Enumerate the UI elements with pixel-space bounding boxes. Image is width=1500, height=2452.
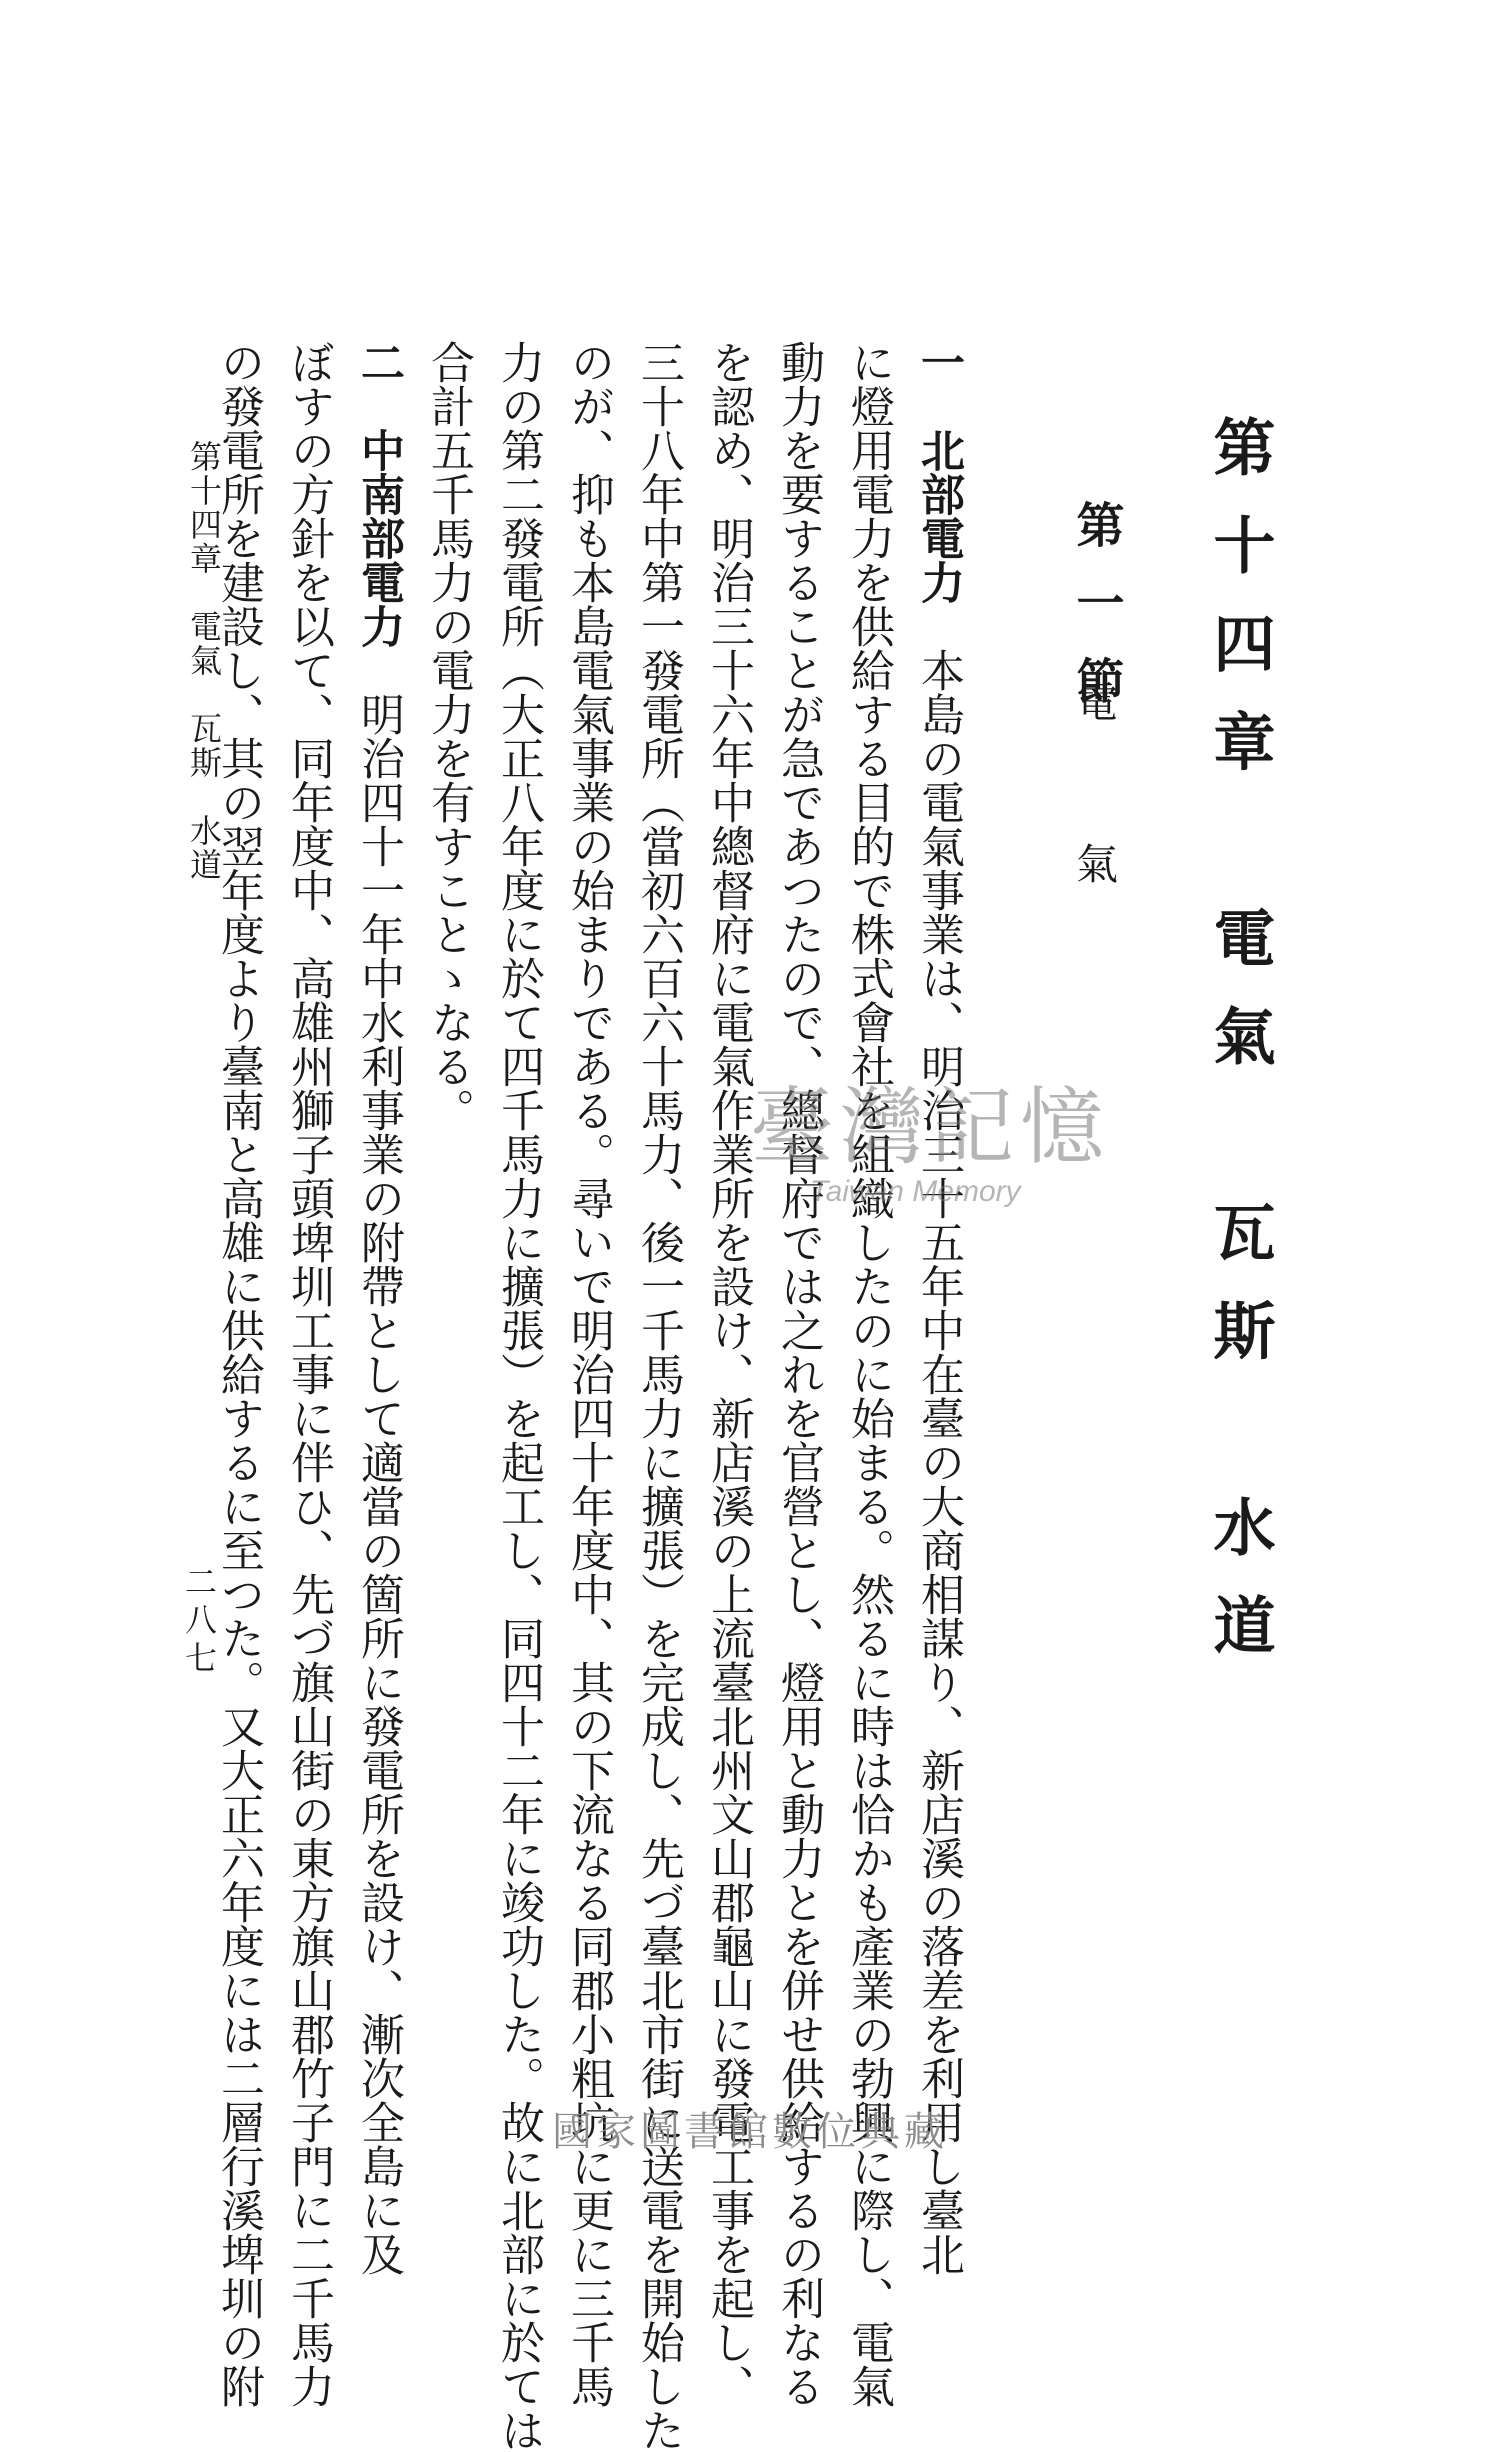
body-line-7: 力の第二發電所（大正八年度に於て四千馬力に擴張）を起工し、同四十二年に竣功した。故に北部に於ては — [493, 340, 544, 2452]
body-line-4: を認め、明治三十六年中總督府に電氣作業所を設け、新店溪の上流臺北州文山郡龜山に發電工事を起し、 — [703, 340, 754, 2408]
watermark-text: 臺灣記憶 — [750, 1078, 1111, 1176]
body-line-3: 動力を要することが急であつたので、總督府では之れを官營とし、燈用と動力とを併せ供給するの利なる — [773, 340, 824, 2408]
section-heading: 第一節 — [1068, 500, 1124, 734]
body-line-10: ぼすの方針を以て、同年度中、高雄州獅子頭埤圳工事に伴ひ、先づ旗山街の東方旗山郡竹子門に二千馬力 — [283, 340, 334, 2408]
body-line-6: のが、抑も本島電氣事業の始まりである。尋いで明治四十年度中、其の下流なる同郡小粗坑に更に三千馬 — [563, 340, 614, 2408]
chapter-title: 第十四章 電氣 瓦斯 水道 — [1203, 415, 1276, 1655]
running-footer-chapter: 第十四章 電氣 瓦斯 水道 — [185, 440, 223, 882]
watermark-subtext: Taiwan Memory — [810, 1175, 1021, 1208]
library-footer: 國家圖書館數位典藏 — [552, 2109, 948, 2155]
section-title: 電氣 — [1070, 680, 1119, 1004]
body-line-11: の發電所を建設し、其の翌年度より臺南と高雄に供給するに至つた。又大正六年度には二層行溪埤圳の附 — [213, 340, 264, 2408]
body-text: 明治四十一年中水利事業の附帶として適當の箇所に發電所を設け、漸次全島に及 — [353, 692, 404, 2276]
subsection-2-title: 中南部電力 — [353, 428, 404, 648]
body-line-8: 合計五千馬力の電力を有すことゝなる。 — [423, 340, 474, 1132]
subsection-2-number: 二 — [353, 340, 404, 384]
subsection-1-title: 北部電力 — [913, 428, 964, 604]
body-line-2: に燈用電力を供給する目的で株式會社を組織したのに始まる。然るに時は恰かも產業の勃興に際し、電氣 — [843, 340, 894, 2408]
watermark-logo — [750, 1060, 1110, 1209]
page-number: 二八七 — [180, 1565, 218, 1679]
subsection-1-number: 一 — [913, 340, 964, 384]
body-line-5: 三十八年中第一發電所（當初六百六十馬力、後一千馬力に擴張）を完成し、先づ臺北市街に送電を開始した — [633, 340, 684, 2452]
body-text: 本島の電氣事業は、明治三十五年中在臺の大商相謀り、新店溪の落差を利用し臺北 — [913, 648, 964, 2276]
body-line-9 — [353, 340, 404, 2276]
